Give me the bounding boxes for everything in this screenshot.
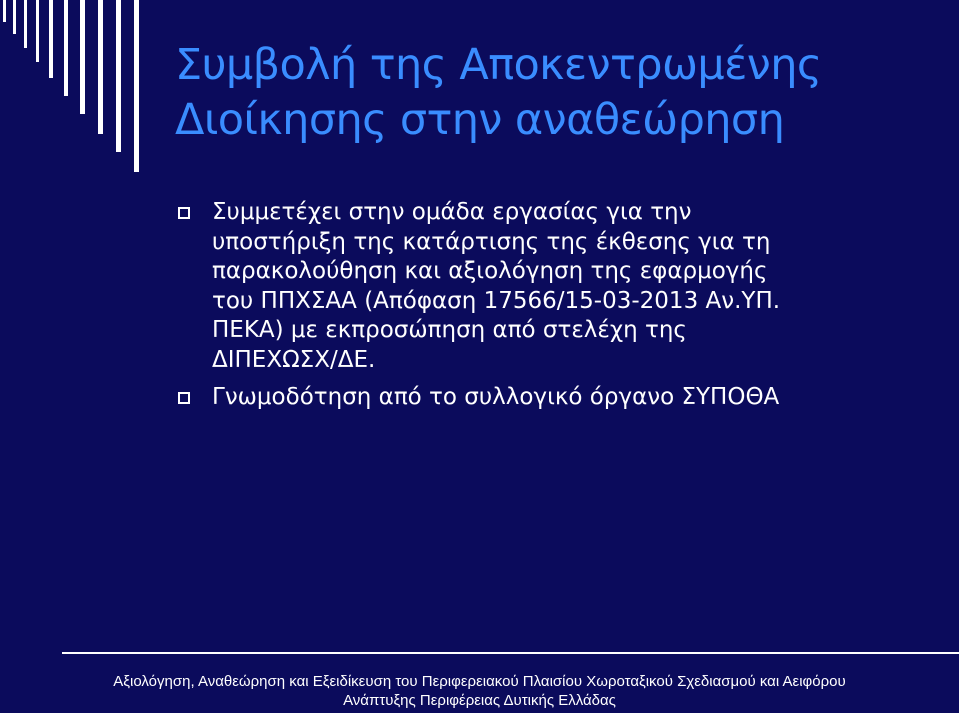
bullet-item [178,383,938,413]
slide-title-line: Διοίκησης στην αναθεώρηση [175,95,785,145]
bullet-line: του ΠΠΧΣΑΑ (Απόφαση 17566/15-03-2013 Αν.ΥΠ. [212,287,781,314]
stripe [13,0,16,34]
bullet-line: παρακολούθηση και αξιολόγηση της εφαρμογής [212,258,768,284]
stripe [36,0,39,62]
bullet-line: ΔΙΠΕΧΩΣΧ/ΔΕ. [212,346,376,373]
bullet-list [178,198,938,421]
decorative-stripes [0,0,150,175]
bullet-line: υποστήριξη της κατάρτισης της έκθεσης για τη [212,228,771,255]
stripe [116,0,121,152]
square-bullet-icon [178,207,190,219]
bullet-line: ΠΕΚΑ) με εκπροσώπηση από στελέχη της [212,317,687,343]
stripe [80,0,85,114]
footer-divider [62,652,959,654]
stripe [98,0,103,134]
bullet-line: Συμμετέχει στην ομάδα εργασίας για την [212,199,692,225]
slide-title-line: Συμβολή της Αποκεντρωμένης [175,40,822,90]
square-bullet-icon [178,392,190,404]
footer-line: Αξιολόγηση, Αναθεώρηση και Εξειδίκευση του Περιφερειακού Πλαισίου Χωροταξικού Σχεδιασμού και Αειφόρου [113,673,846,690]
footer [40,672,919,710]
bullet-line: Γνωμοδότηση από το συλλογικό όργανο ΣΥΠΟΘΑ [212,384,780,410]
stripe [134,0,139,172]
stripe [64,0,68,96]
slide-title [175,38,935,148]
stripe [49,0,53,78]
bullet-item [178,198,938,375]
footer-line: Ανάπτυξης Περιφέρειας Δυτικής Ελλάδας [343,692,616,709]
stripe [3,0,6,22]
stripe [24,0,27,48]
